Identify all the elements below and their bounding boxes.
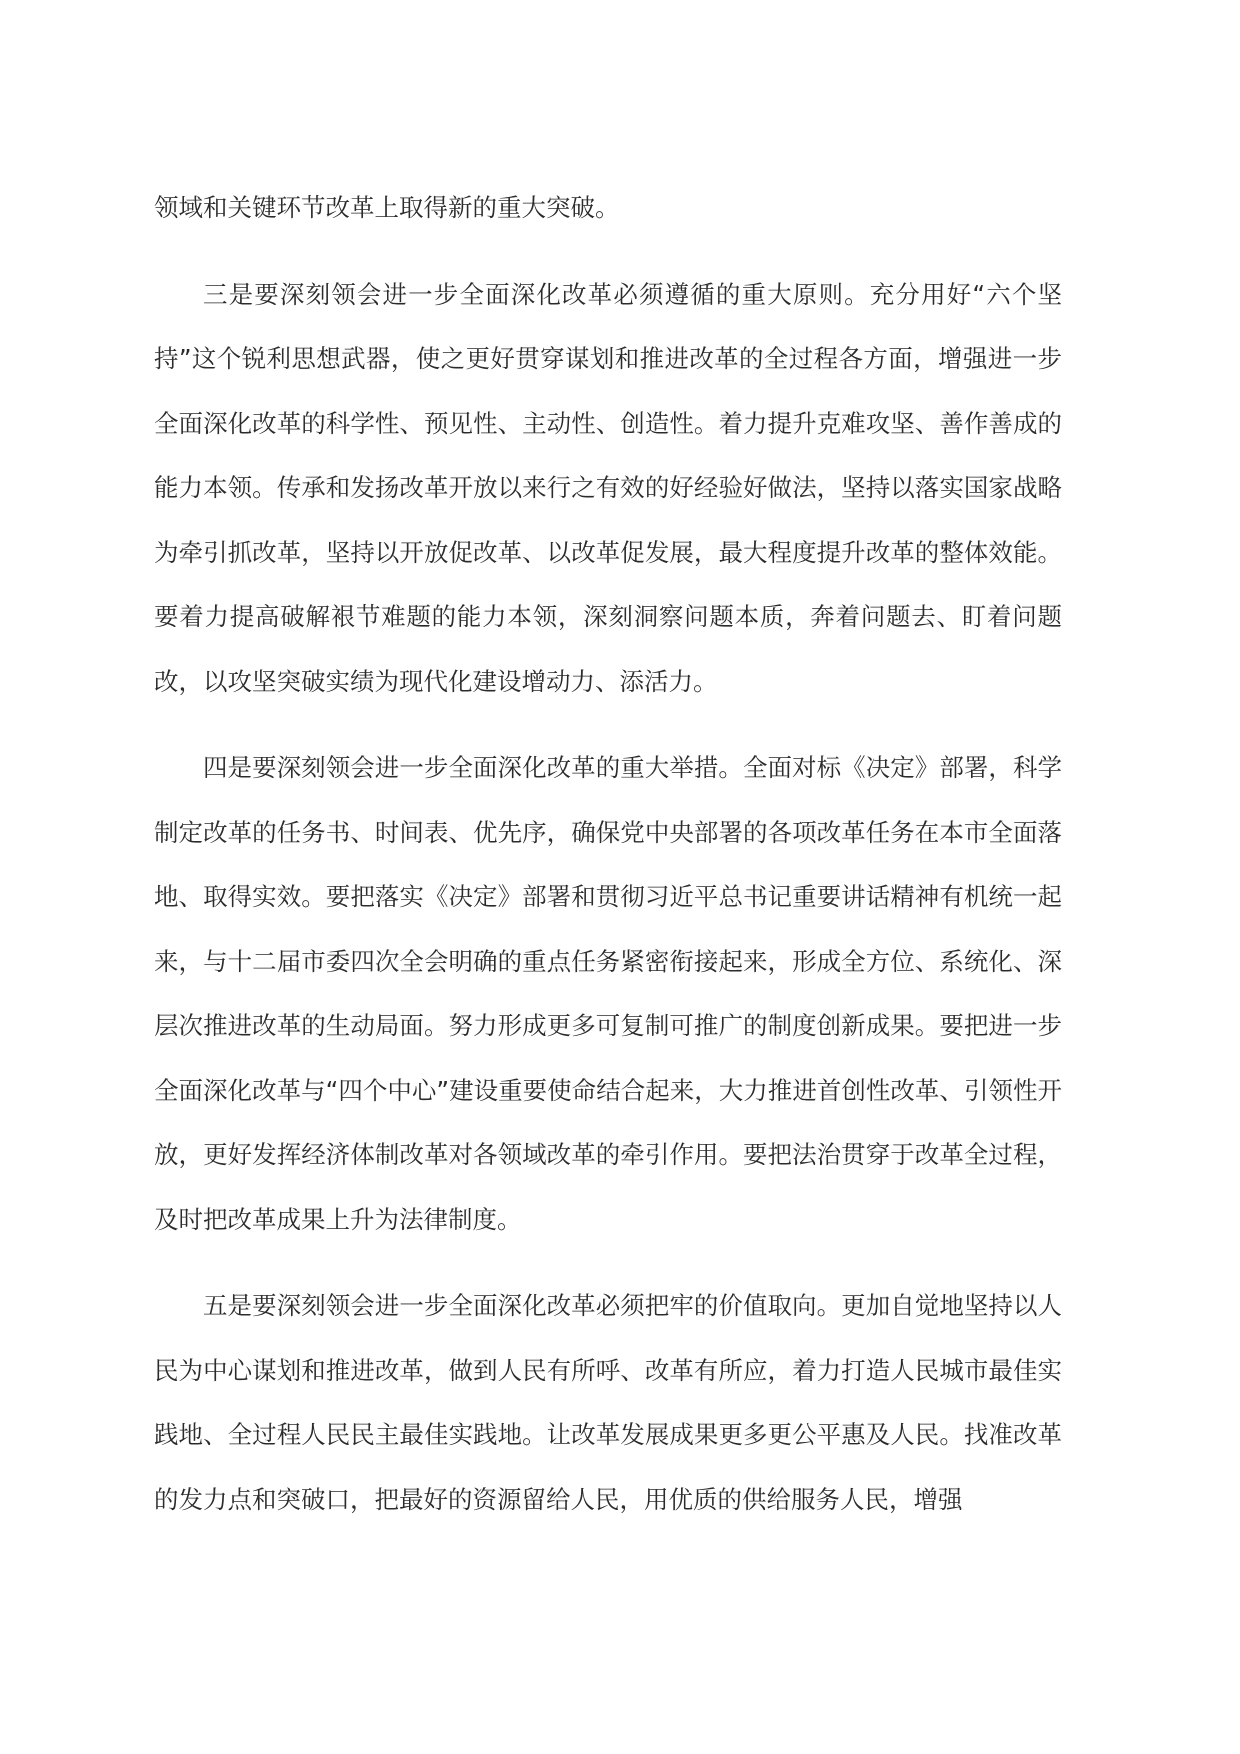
paragraph-continuation: 领域和关键环节改革上取得新的重大突破。: [154, 193, 620, 222]
document-page: [154, 176, 1062, 1532]
paragraph-values: 五是要深刻领会进一步全面深化改革必须把牢的价值取向。更加自觉地坚持以人民为中心谋划和推进改革，做到人民有所呼、改革有所应，着力打造人民城市最佳实践地、全过程人民民主最佳实践地。让改革发展成果更多更公平惠及人民。找准改革的发力点和突破口，把最好的资源留给人民，用优质的供给服务人民，增强: [154, 1291, 1062, 1514]
paragraph-measures: 四是要深刻领会进一步全面深化改革的重大举措。全面对标《决定》部署，科学制定改革的任务书、时间表、优先序，确保党中央部署的各项改革任务在本市全面落地、取得实效。要把落实《决定》部署和贯彻习近平总书记重要讲话精神有机统一起来，与十二届市委四次全会明确的重点任务紧密衔接起来，形成全方位、系统化、深层次推进改革的生动局面。努力形成更多可复制可推广的制度创新成果。要把进一步全面深化改革与“四个中心”建设重要使命结合起来，大力推进首创性改革、引领性开放，更好发挥经济体制改革对各领域改革的牵引作用。要把法治贯穿于改革全过程，及时把改革成果上升为法律制度。: [154, 753, 1062, 1234]
paragraph-principles: 三是要深刻领会进一步全面深化改革必须遵循的重大原则。充分用好“六个坚持”这个锐利思想武器，使之更好贯穿谋划和推进改革的全过程各方面，增强进一步全面深化改革的科学性、预见性、主动性、创造性。着力提升克难攻坚、善作善成的能力本领。传承和发扬改革开放以来行之有效的好经验好做法，坚持以落实国家战略为牵引抓改革，坚持以开放促改革、以改革促发展，最大程度提升改革的整体效能。要着力提高破解裉节难题的能力本领，深刻洞察问题本质，奔着问题去、盯着问题改，以攻坚突破实绩为现代化建设增动力、添活力。: [154, 279, 1062, 696]
